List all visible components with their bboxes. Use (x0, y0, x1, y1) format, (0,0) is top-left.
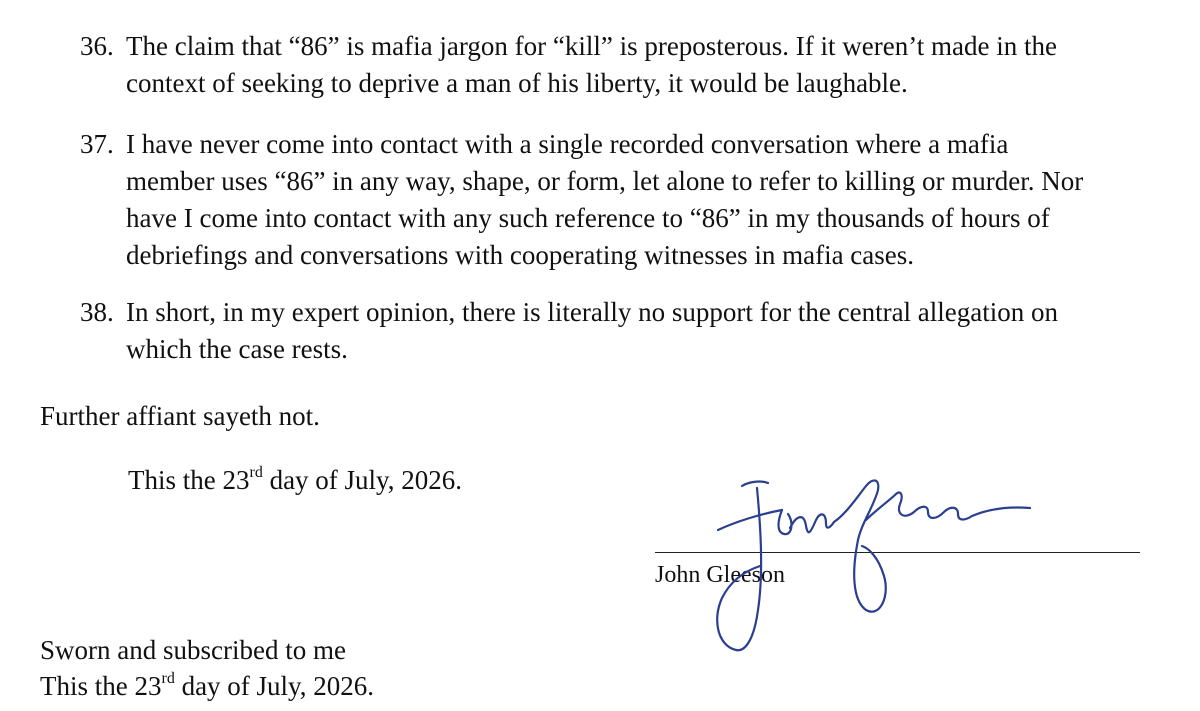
date-prefix: This the 23 (128, 465, 250, 495)
date-ordinal: rd (249, 464, 263, 481)
affiant-statement: Further affiant sayeth not. (40, 401, 320, 431)
date-prefix: This the 23 (40, 671, 162, 701)
paragraph-number: 38. (80, 297, 114, 327)
paragraph-text: The claim that “86” is mafia jargon for “kill” is preposterous. If it weren’t made in the context of seeking to deprive a man of his liberty, it would be laughable. (126, 31, 1057, 98)
date-ordinal: rd (161, 670, 175, 687)
paragraph-36 (80, 28, 1180, 102)
paragraph-number: 37. (80, 129, 114, 159)
notary-date (40, 668, 374, 705)
date-rest: day of July, 2026. (174, 671, 375, 701)
signature-line (655, 552, 1140, 553)
paragraph-38 (80, 294, 1180, 368)
date-rest: day of July, 2026. (262, 465, 463, 495)
paragraph-text: I have never come into contact with a single recorded conversation where a mafia member uses “86” in any way, shape, or form, let alone to refer to killing or murder. Nor have I come into contact with any such reference to “86” in my thousands of hours of debriefings and conversations with cooperating witnesses in mafia cases. (126, 129, 1084, 270)
paragraph-37 (80, 126, 1180, 274)
notary-statement: Sworn and subscribed to me (40, 635, 346, 665)
signatory-name: John Gleeson (655, 562, 785, 588)
paragraph-number: 36. (80, 31, 114, 61)
execution-date (128, 462, 462, 499)
paragraph-text: In short, in my expert opinion, there is literally no support for the central allegation on which the case rests. (126, 297, 1059, 364)
